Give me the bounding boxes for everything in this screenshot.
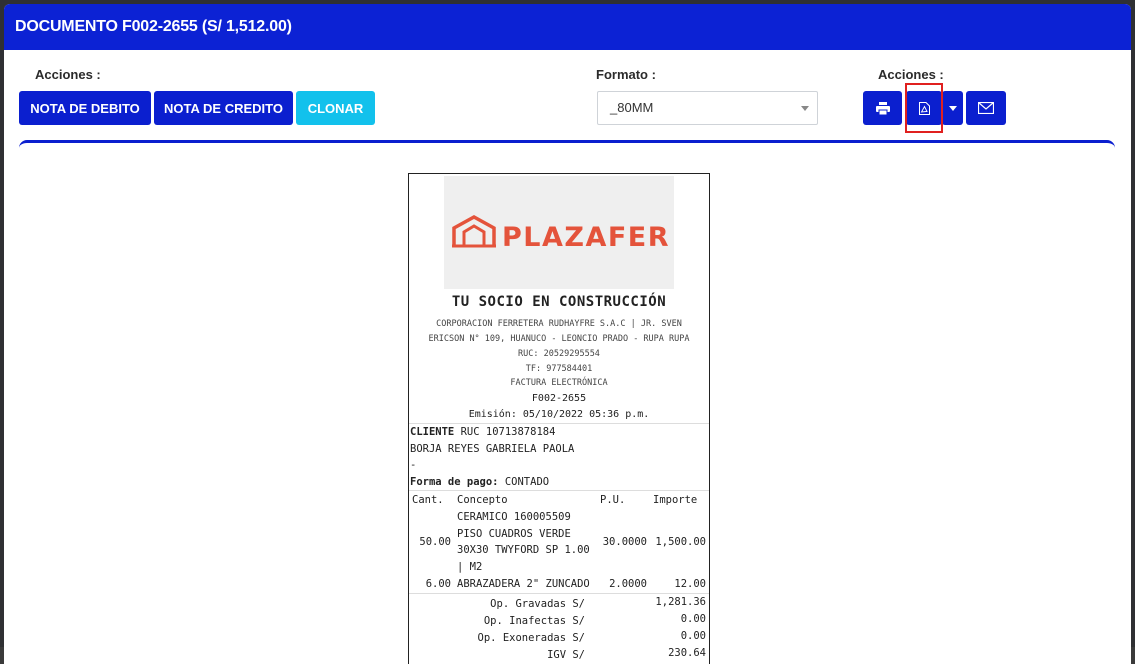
item-unit-price: 2.0000 — [609, 578, 647, 590]
total-label: IGV S/ — [547, 649, 585, 661]
item-concept-line: | M2 — [457, 561, 483, 573]
item-qty: 50.00 — [419, 536, 451, 548]
total-value: 0.00 — [680, 613, 706, 625]
separator — [409, 423, 709, 424]
credit-note-button[interactable]: NOTA DE CREDITO — [154, 91, 293, 125]
actions-label-right: Acciones : — [878, 67, 944, 82]
format-select-value: _80MM — [610, 100, 654, 115]
debit-note-button[interactable]: NOTA DE DEBITO — [19, 91, 151, 125]
envelope-icon — [978, 102, 994, 114]
toolbar — [4, 50, 1131, 142]
item-qty: 6.00 — [425, 578, 451, 590]
emission-date: Emisión: 05/10/2022 05:36 p.m. — [468, 409, 650, 420]
client-ruc: RUC 10713878184 — [460, 426, 556, 438]
total-value: 1,281.36 — [655, 596, 706, 608]
document-number: F002-2655 — [531, 393, 587, 404]
payment-row — [410, 476, 549, 488]
separator — [409, 593, 709, 594]
document-type: FACTURA ELECTRÓNICA — [510, 378, 608, 388]
receipt-preview — [408, 173, 710, 664]
pdf-button-highlight — [905, 83, 943, 133]
total-label: Op. Gravadas S/ — [490, 598, 585, 610]
total-label: Op. Exoneradas S/ — [477, 632, 585, 644]
total-value: 230.64 — [668, 647, 706, 659]
item-concept-line: 30X30 TWYFORD SP 1.00 — [457, 544, 590, 556]
column-header-qty: Cant. — [412, 494, 444, 506]
building-logo-icon — [452, 214, 496, 248]
item-concept-line: PISO CUADROS VERDE — [457, 528, 571, 540]
separator — [409, 490, 709, 491]
item-concept-line: ABRAZADERA 2" ZUNCADO — [457, 578, 590, 590]
company-ruc: RUC: 20529295554 — [518, 349, 600, 359]
company-address-line1: CORPORACION FERRETERA RUDHAYFRE S.A.C | JR. SVEN — [436, 319, 682, 329]
payment-value: CONTADO — [504, 476, 550, 488]
column-header-amount: Importe — [653, 494, 698, 506]
company-address-line2: ERICSON N° 109, HUANUCO - LEONCIO PRADO - RUPA RUPA — [428, 334, 690, 344]
pdf-dropdown-button[interactable] — [942, 91, 963, 125]
caret-down-icon — [949, 106, 957, 111]
print-button[interactable] — [863, 91, 902, 125]
format-label: Formato : — [596, 67, 656, 82]
total-label: Op. Inafectas S/ — [483, 615, 585, 627]
document-modal — [4, 4, 1131, 664]
client-name: BORJA REYES GABRIELA PAOLA — [410, 443, 575, 455]
content-divider — [19, 140, 1115, 150]
column-header-unit-price: P.U. — [600, 494, 626, 506]
total-value: 0.00 — [680, 630, 706, 642]
column-header-concept: Concepto — [457, 494, 508, 506]
item-amount: 12.00 — [674, 578, 706, 590]
format-select[interactable] — [597, 91, 818, 125]
company-phone: TF: 977584401 — [525, 364, 593, 374]
company-logo — [444, 176, 674, 289]
print-icon — [876, 102, 890, 115]
client-label: CLIENTE — [410, 426, 455, 438]
modal-title: DOCUMENTO F002-2655 (S/ 1,512.00) — [4, 4, 1131, 50]
company-slogan: TU SOCIO EN CONSTRUCCIÓN — [451, 294, 667, 310]
actions-label-left: Acciones : — [35, 67, 101, 82]
item-amount: 1,500.00 — [655, 536, 706, 548]
chevron-down-icon — [801, 106, 809, 111]
item-unit-price: 30.0000 — [602, 536, 647, 548]
item-concept-line: CERAMICO 160005509 — [457, 511, 571, 523]
client-ruc-row — [410, 426, 555, 438]
email-button[interactable] — [966, 91, 1006, 125]
logo-text: PLAZAFER — [502, 222, 671, 253]
payment-label: Forma de pago: — [410, 476, 499, 488]
client-extra: - — [410, 459, 417, 471]
clone-button[interactable]: CLONAR — [296, 91, 375, 125]
